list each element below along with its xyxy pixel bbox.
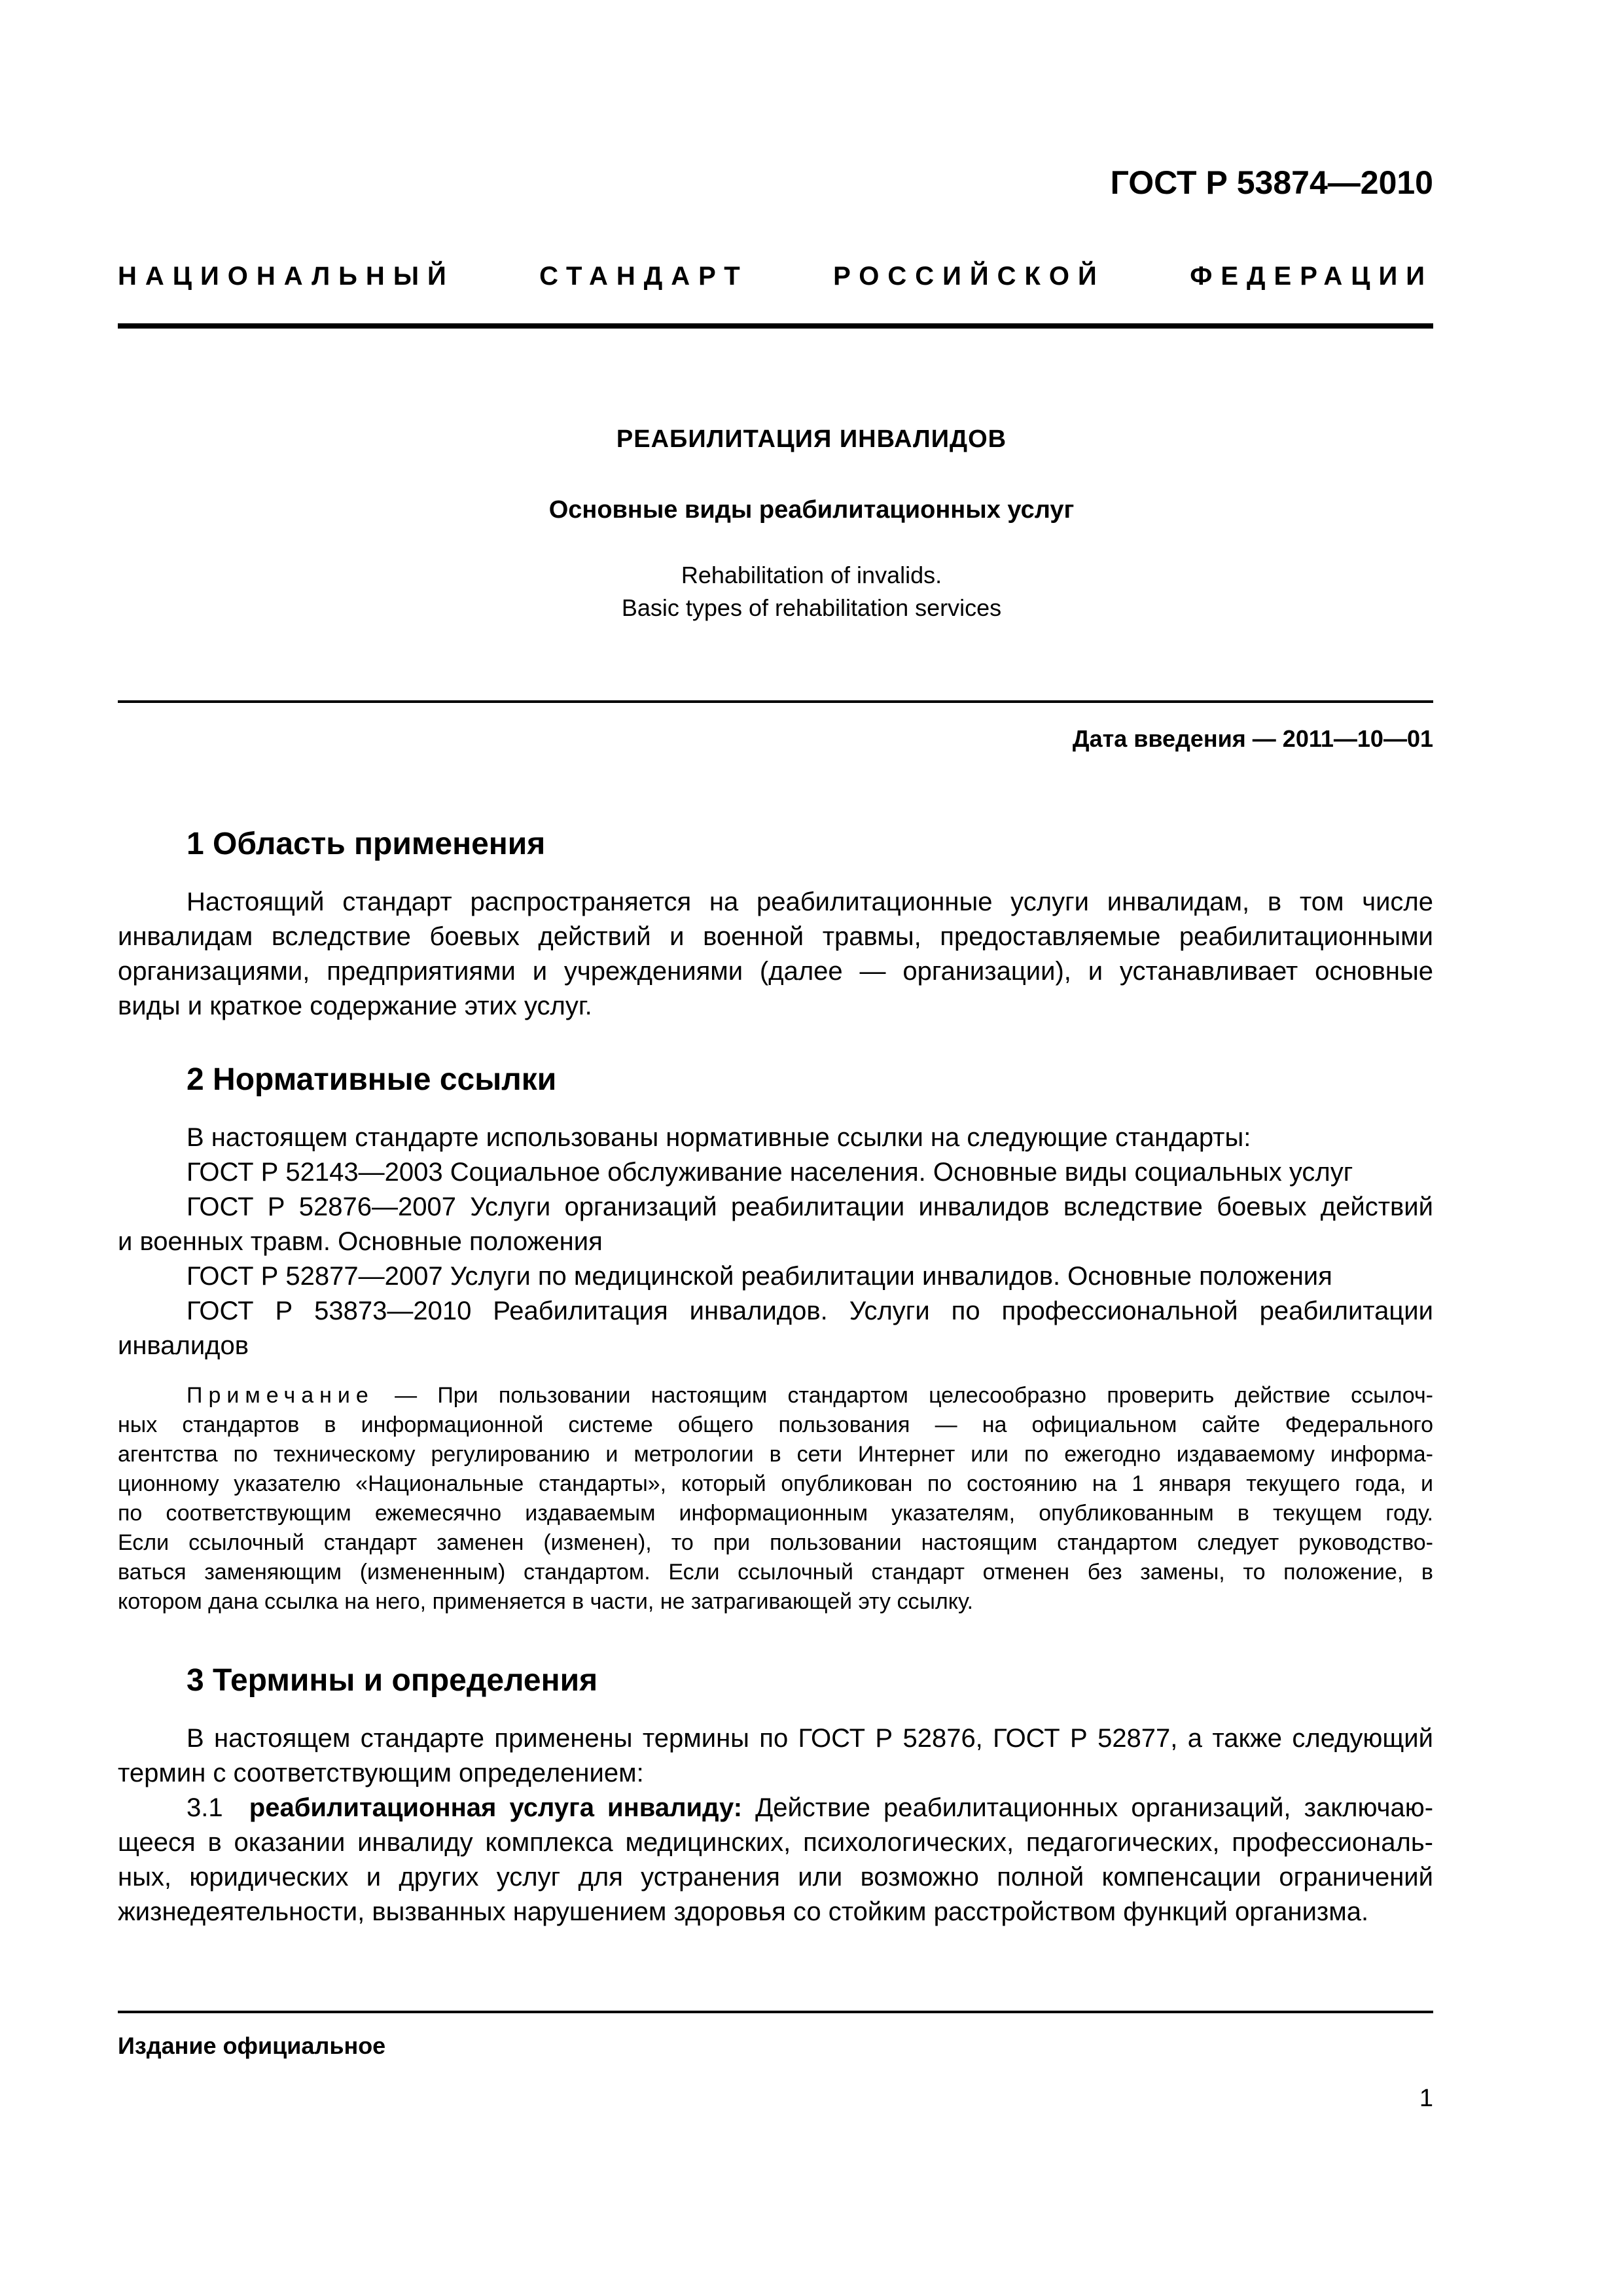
text-line: термин с соответствующим определением: xyxy=(118,1759,644,1787)
section-1-heading: 1 Область применения xyxy=(187,827,546,861)
note-line: Примечание — При пользовании настоящим стандартом целесообразно проверить действие ссылоч- xyxy=(187,1383,1433,1408)
text-line: виды и краткое содержание этих услуг. xyxy=(118,992,592,1020)
title-rule xyxy=(118,700,1433,703)
text-line: организациями, предприятиями и учреждениями (далее — организации), и устанавливает основные xyxy=(118,957,1433,986)
term-definition-line: жизнедеятельности, вызванных нарушением здоровья со стойким расстройством функций организма. xyxy=(118,1897,1369,1926)
section-3-text xyxy=(118,1721,1433,1929)
note-line: агентства по техническому регулированию и метрологии в сети Интернет или по ежегодно издаваемому информа- xyxy=(118,1442,1433,1467)
header-rule xyxy=(118,323,1433,329)
national-title-word: РОССИЙСКОЙ xyxy=(833,262,1105,291)
reference-line: ГОСТ Р 52877—2007 Услуги по медицинской реабилитации инвалидов. Основные положения xyxy=(187,1262,1332,1291)
term-name: реабилитационная услуга инвалиду: xyxy=(249,1793,743,1822)
section-2-heading: 2 Нормативные ссылки xyxy=(187,1062,557,1097)
national-title-word: НАЦИОНАЛЬНЫЙ xyxy=(118,262,455,291)
note-line: ционному указателю «Национальные стандарты», который опубликован по состоянию на 1 января текущего года, и xyxy=(118,1471,1433,1496)
english-title-line: Rehabilitation of invalids. xyxy=(681,562,942,588)
standard-number: ГОСТ Р 53874—2010 xyxy=(1110,164,1433,201)
national-title-word: ФЕДЕРАЦИИ xyxy=(1190,262,1433,291)
introduction-date: Дата введения — 2011—10—01 xyxy=(1072,725,1433,752)
text-line: В настоящем стандарте использованы нормативные ссылки на следующие стандарты: xyxy=(187,1123,1251,1152)
section-1-text xyxy=(118,885,1433,1024)
term-definition-line: 3.1 реабилитационная услуга инвалиду: Действие реабилитационных организаций, заключаю- xyxy=(187,1793,1434,1822)
term-number: 3.1 xyxy=(187,1793,223,1822)
note-line: котором дана ссылка на него, применяется в части, не затрагивающей эту ссылку. xyxy=(118,1589,974,1614)
document-subtitle: Основные виды реабилитационных услуг xyxy=(548,496,1075,524)
note-line: Если ссылочный стандарт заменен (изменен), то при пользовании настоящим стандартом следует руководство- xyxy=(118,1530,1433,1555)
reference-line: и военных травм. Основные положения xyxy=(118,1227,603,1256)
section-3-heading: 3 Термины и определения xyxy=(187,1663,598,1698)
text-line: В настоящем стандарте применены термины по ГОСТ Р 52876, ГОСТ Р 52877, а также следующий xyxy=(187,1724,1433,1753)
reference-line: ГОСТ Р 52143—2003 Социальное обслуживание населения. Основные виды социальных услуг xyxy=(187,1158,1353,1187)
reference-line: ГОСТ Р 52876—2007 Услуги организаций реабилитации инвалидов вследствие боевых действий xyxy=(187,1193,1433,1221)
reference-line: инвалидов xyxy=(118,1331,249,1360)
national-title-word: СТАНДАРТ xyxy=(539,262,749,291)
official-edition-label: Издание официальное xyxy=(118,2032,386,2059)
term-definition-line: ных, юридических и других услуг для устранения или возможно полной компенсации ограничений xyxy=(118,1863,1433,1892)
national-standard-title xyxy=(118,262,1433,291)
term-definition-line: щееся в оказании инвалиду комплекса медицинских, психологических, педагогических, профессиональ- xyxy=(118,1828,1433,1857)
note-line: ваться заменяющим (измененным) стандартом. Если ссылочный стандарт отменен без замены, то положение, в xyxy=(118,1560,1433,1585)
section-2-text xyxy=(118,1121,1433,1363)
text-line: Настоящий стандарт распространяется на реабилитационные услуги инвалидам, в том числе xyxy=(187,888,1433,916)
text-line: инвалидам вследствие боевых действий и военной травмы, предоставляемые реабилитационными xyxy=(118,922,1433,951)
reference-line: ГОСТ Р 53873—2010 Реабилитация инвалидов. Услуги по профессиональной реабилитации xyxy=(187,1297,1433,1325)
note-label: Примечание xyxy=(187,1383,374,1408)
document-title: РЕАБИЛИТАЦИЯ ИНВАЛИДОВ xyxy=(616,425,1007,453)
page-number: 1 xyxy=(1419,2085,1433,2112)
footer-rule xyxy=(118,2011,1433,2013)
note-line: ных стандартов в информационной системе общего пользования — на официальном сайте Федерального xyxy=(118,1412,1433,1437)
note-block xyxy=(118,1381,1433,1617)
english-title-line: Basic types of rehabilitation services xyxy=(621,594,1002,621)
note-line: по соответствующим ежемесячно издаваемым информационным указателям, опубликованным в текущем году. xyxy=(118,1501,1433,1526)
